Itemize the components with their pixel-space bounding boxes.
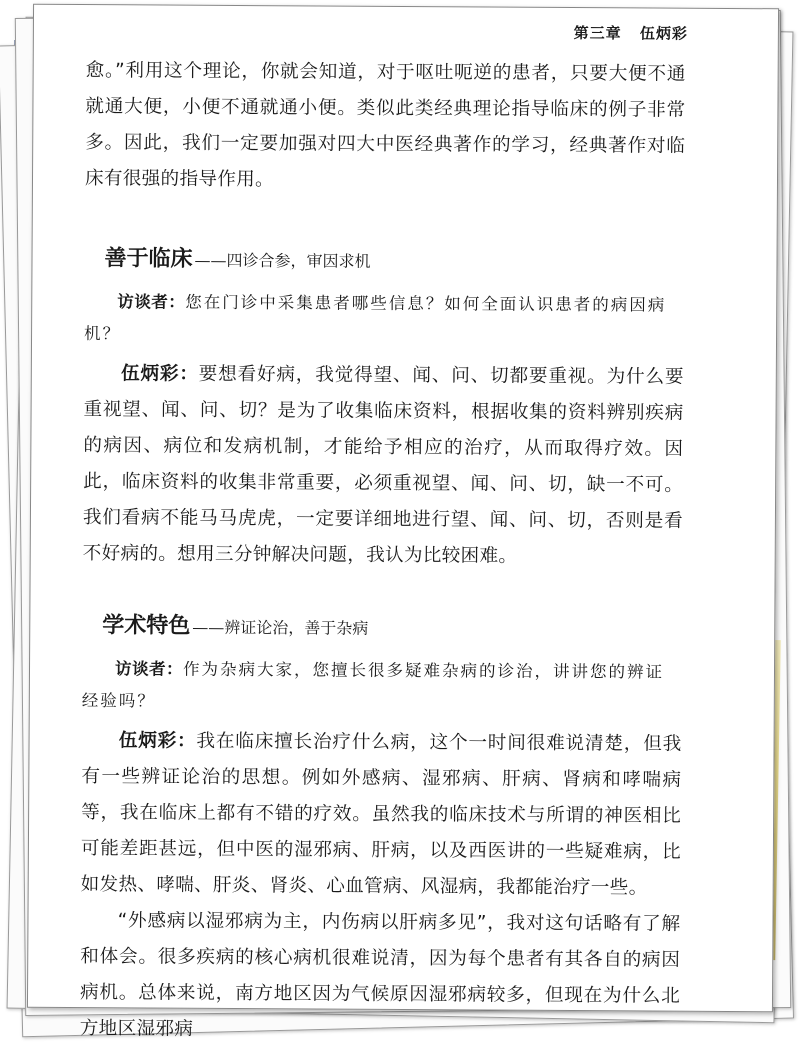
interviewer-question	[82, 653, 682, 721]
answer-text: 要想看好病，我觉得望、闻、问、切都要重视。为什么要重视望、闻、问、切？是为了收集临床资料，根据收集的资料辨别疾病的病因、病位和发病机制，才能给予相应的治疗，从而取得疗效。因此，临床资料的收集非常重要，必须重视望、闻、问、切，缺一不可。我们看病不能马马虎虎，一定要详细地进行望、闻、问、切，否则是看不好病的。想用三分钟解决问题，我认为比较困难。	[82, 363, 684, 567]
question-text: 您在门诊中采集患者哪些信息？如何全面认识患者的病因病机？	[84, 292, 667, 344]
book-page	[27, 4, 779, 1040]
speaker-label: 伍炳彩：	[120, 363, 199, 385]
section-title: 学术特色	[102, 613, 191, 639]
answer-text: 我在临床擅长治疗什么病，这个一时间很难说清楚，但我有一些辨证论治的思想。例如外感病、湿邪病、肝病、肾病和哮喘病等，我在临床上都有不错的疗效。虽然我的临床技术与所谓的神医相比可能差距甚远，但中医的湿邪病、肝病，以及西医讲的一些疑难病，比如发热、哮喘、肝炎、肾炎、心血管病、风湿病，我都能治疗一些。	[80, 730, 682, 899]
section-subtitle: ——四诊合参，审因求机	[194, 250, 371, 271]
interviewee-answer	[83, 356, 684, 576]
section-title: 善于临床	[104, 246, 193, 272]
chapter-title: 伍炳彩	[639, 24, 688, 43]
chapter-label: 第三章	[573, 24, 622, 43]
section-heading-academic	[102, 608, 682, 643]
interviewee-answer	[81, 723, 682, 907]
page-content	[80, 53, 686, 1051]
running-header	[574, 22, 688, 44]
section-subtitle: ——辨证论治，善于杂病	[192, 617, 369, 638]
interviewer-question	[84, 286, 684, 354]
followup-paragraph: “外感病以湿邪病为主，内伤病以肝病多见”，我对这句话略有了解和体会。很多疾病的核心病机很难说清，因为每个患者有其各自的病因病机。总体来说，南方地区因为气候原因湿邪病较多，但现在为什么北方地区湿邪病	[79, 910, 681, 1040]
speaker-label: 伍炳彩：	[118, 730, 197, 752]
speaker-label: 访谈者：	[114, 659, 184, 679]
intro-paragraph: 愈。”利用这个理论，你就会知道，对于呕吐呃逆的患者，只要大便不通就通大便，小便不通就通小便。类似此类经典理论指导临床的例子非常多。因此，我们一定要加强对四大中医经典著作的学习，经典著作对临床有很强的指导作用。	[84, 60, 686, 191]
question-text: 作为杂病大家，您擅长很多疑难杂病的诊治，讲讲您的辨证经验吗？	[81, 659, 665, 711]
speaker-label: 访谈者：	[117, 292, 186, 312]
section-heading-clinical	[104, 241, 684, 276]
